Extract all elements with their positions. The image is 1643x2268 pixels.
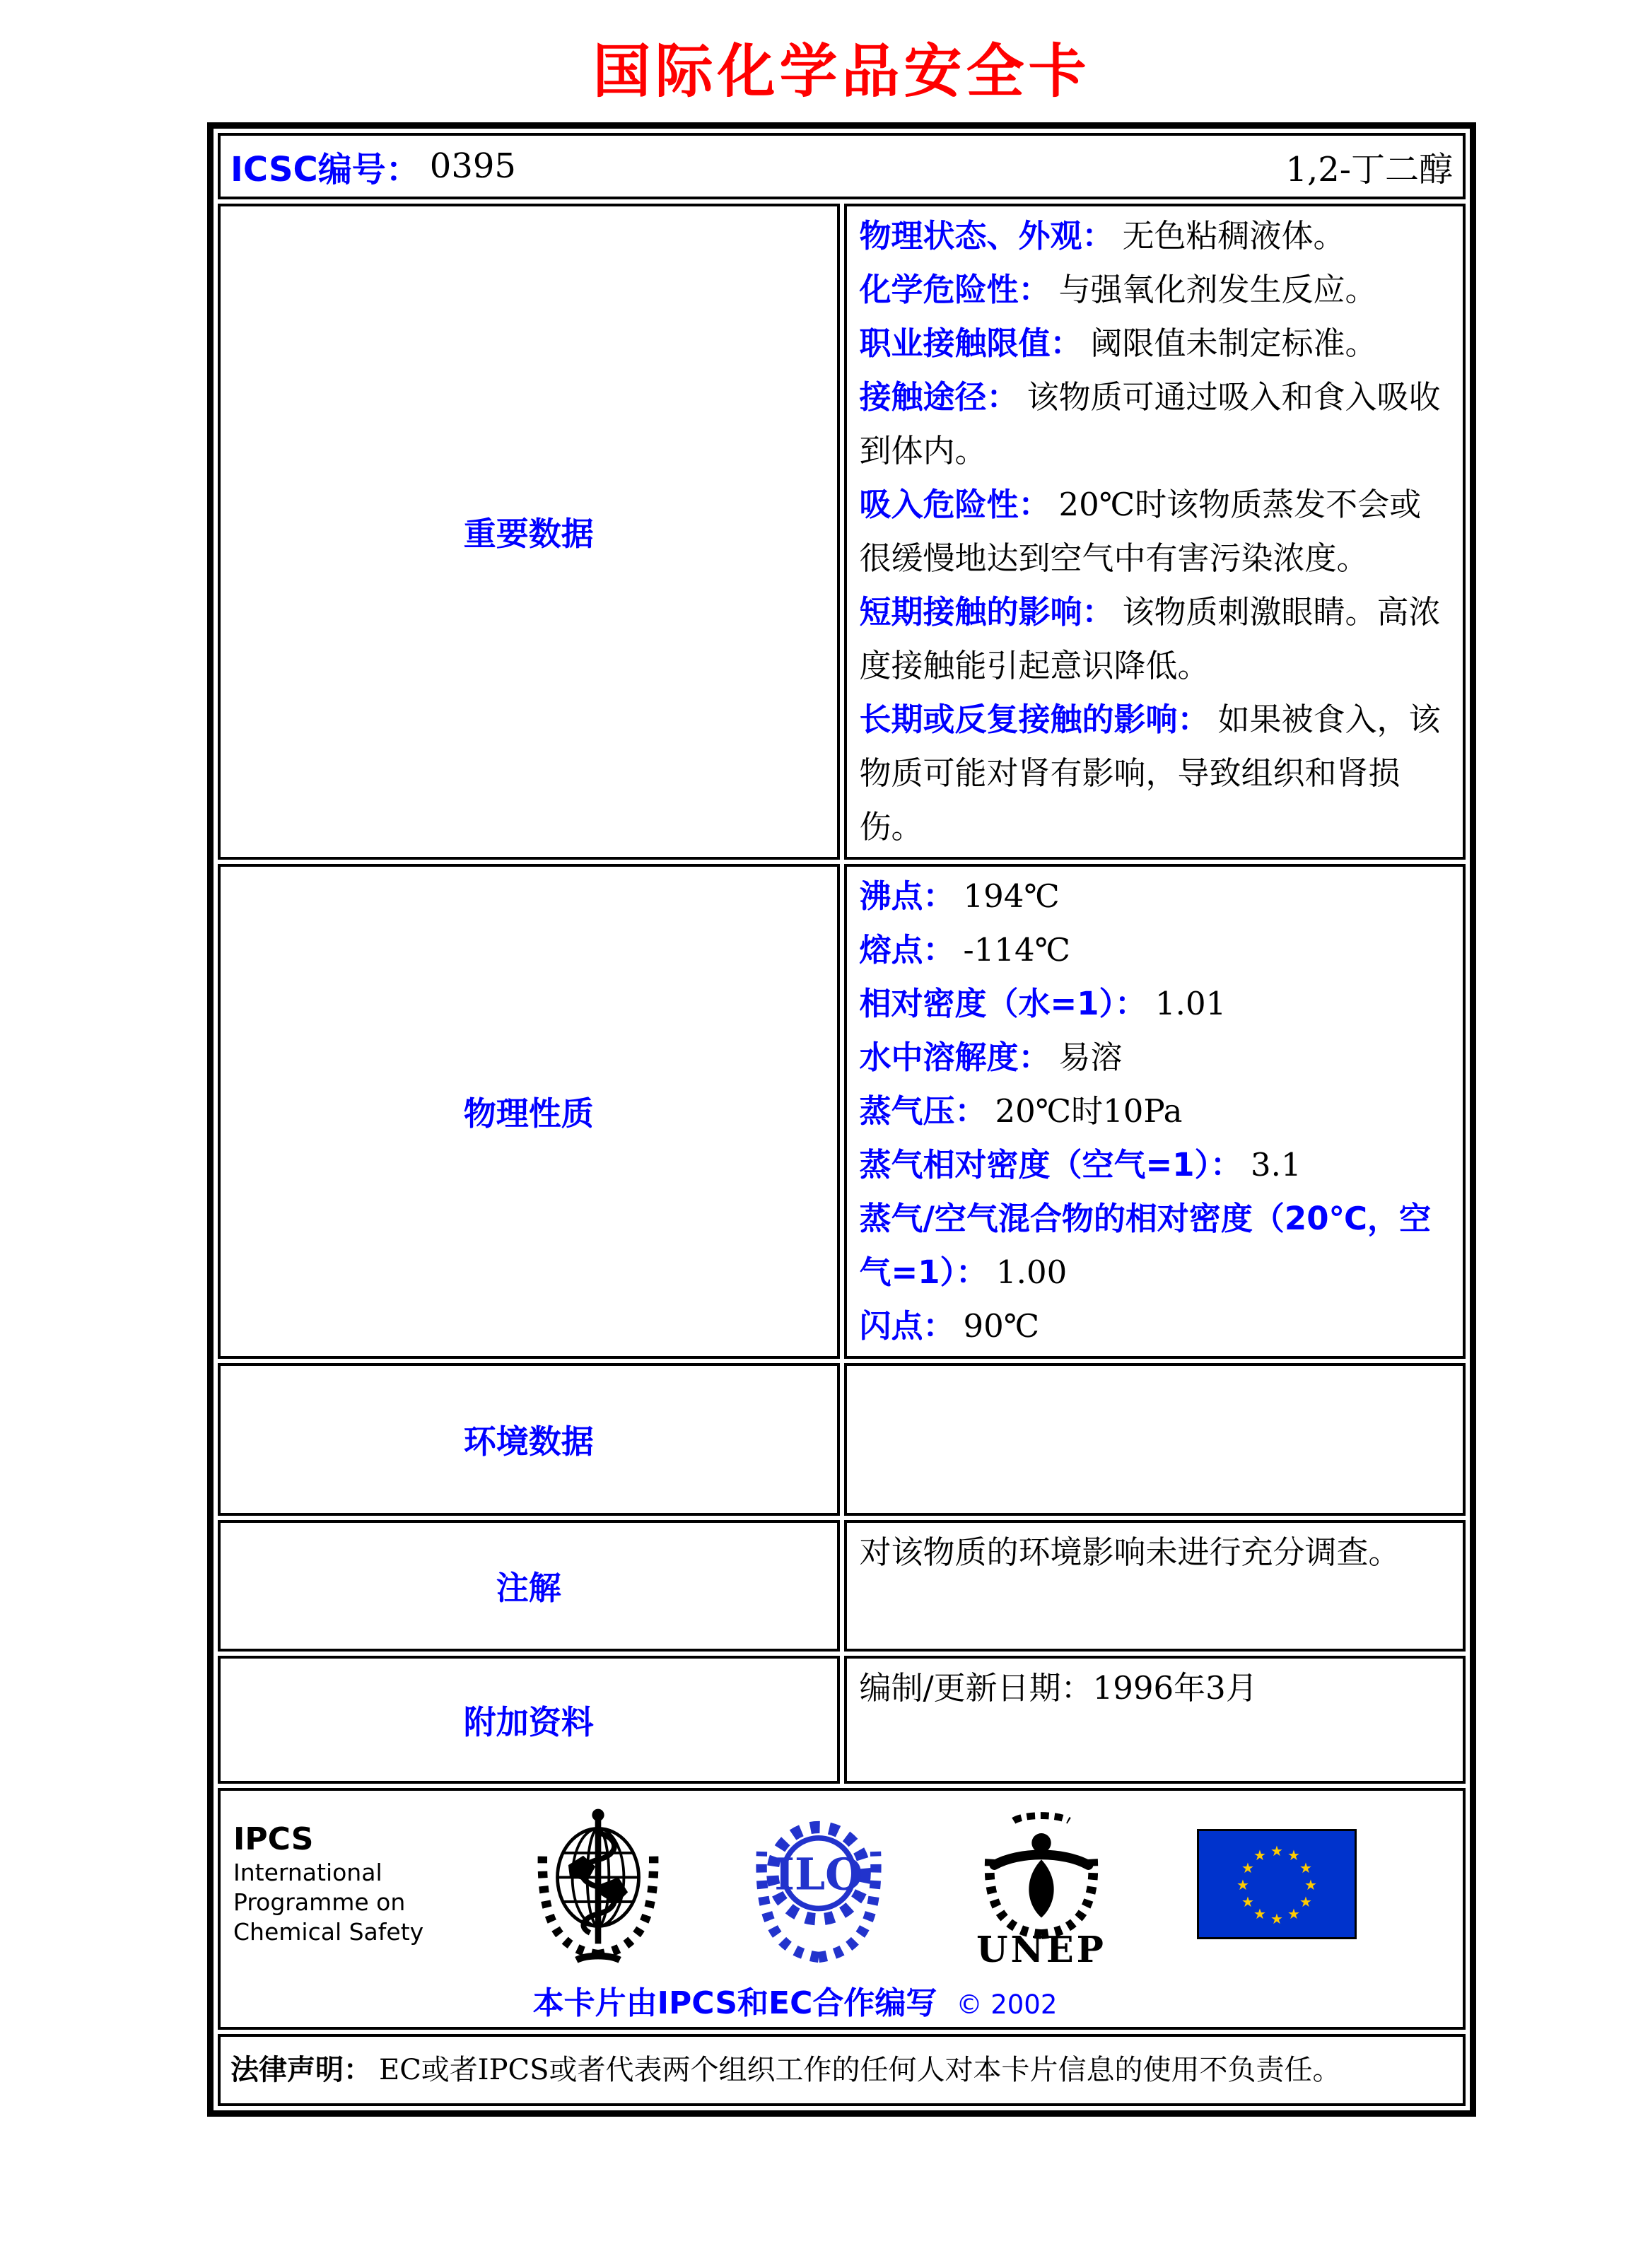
item-text: 阈限值未制定标准。: [1090, 325, 1377, 362]
data-item: [860, 923, 1451, 977]
section-label-additional: 附加资料: [218, 1656, 840, 1784]
item-text: -114℃: [963, 931, 1070, 969]
svg-text:★: ★: [1241, 1893, 1254, 1910]
cooperation-caption: [233, 1977, 1357, 2023]
svg-text:★: ★: [1299, 1893, 1312, 1910]
item-label: 吸入危险性：: [859, 486, 1051, 523]
legal-text: EC或者IPCS或者代表两个组织工作的任何人对本卡片信息的使用不负责任。: [379, 2054, 1341, 2086]
item-text: 20℃时10Pa: [995, 1092, 1183, 1130]
section-content-physical: [844, 864, 1466, 1359]
item-label: 蒸气相对密度（空气=1）：: [859, 1146, 1243, 1183]
svg-text:★: ★: [1299, 1859, 1312, 1876]
data-item: [860, 1138, 1451, 1192]
copyright-text: © 2002: [956, 1989, 1058, 2020]
item-label: 水中溶解度：: [859, 1039, 1051, 1076]
data-item: [860, 977, 1451, 1031]
section-content-environment: [844, 1363, 1466, 1516]
page-title: 国际化学品安全卡: [592, 38, 1091, 105]
ilo-logo-icon: [751, 1803, 887, 1965]
item-label: 相对密度（水=1）：: [859, 985, 1147, 1022]
item-text: 1.00: [996, 1253, 1068, 1291]
svg-text:★: ★: [1270, 1910, 1283, 1927]
item-label: 闪点：: [859, 1307, 955, 1345]
legal-label: 法律声明：: [230, 2054, 372, 2086]
additional-info-row: [218, 1656, 1466, 1784]
item-text: 如果被食入，该物质可能对肾有影响，导致组织和肾损伤。: [859, 701, 1441, 846]
item-text: 20℃时该物质蒸发不会或很缓慢地达到空气中有害污染浓度。: [859, 486, 1422, 577]
item-text: 易溶: [1058, 1039, 1123, 1076]
unep-logo-icon: [971, 1801, 1112, 1968]
eu-flag-icon: [1197, 1829, 1357, 1939]
data-item: [860, 209, 1451, 263]
data-item: [860, 1192, 1451, 1299]
unep-letters: UNEP: [976, 1928, 1107, 1968]
section-label-physical: 物理性质: [218, 864, 840, 1359]
ilo-letters: ILO: [773, 1849, 863, 1900]
data-item: [860, 693, 1451, 854]
svg-text:★: ★: [1304, 1876, 1317, 1893]
chemical-name: 1,2-丁二醇: [1285, 149, 1453, 189]
item-text: 90℃: [963, 1307, 1040, 1345]
icsc-number-label: ICSC编号：: [230, 149, 420, 189]
section-content-important: [844, 204, 1466, 860]
data-item: [860, 585, 1451, 693]
svg-text:★: ★: [1253, 1847, 1266, 1864]
icsc-number-value: 0395: [429, 146, 516, 186]
who-logo-icon: [530, 1803, 666, 1965]
icsc-card-table: [207, 122, 1476, 2117]
logo-strip: [233, 1801, 1357, 1968]
item-label: 接触途径：: [859, 378, 1019, 416]
item-label: 沸点：: [859, 877, 955, 915]
section-label-environment: 环境数据: [218, 1363, 840, 1516]
data-item: [860, 317, 1451, 370]
logos-row: [218, 1788, 1466, 2030]
item-text: 194℃: [963, 877, 1060, 915]
physical-properties-row: [218, 864, 1466, 1359]
section-content-additional: [844, 1656, 1466, 1784]
item-text: 与强氧化剂发生反应。: [1058, 271, 1377, 308]
item-text: 1.01: [1155, 985, 1227, 1022]
notes-row: [218, 1520, 1466, 1652]
section-label-notes: 注解: [218, 1520, 840, 1652]
svg-text:★: ★: [1253, 1905, 1266, 1922]
item-text: 编制/更新日期：1996年3月: [859, 1669, 1258, 1707]
section-content-notes: [844, 1520, 1466, 1652]
data-item: [860, 370, 1451, 478]
item-label: 熔点：: [859, 931, 955, 969]
svg-text:★: ★: [1241, 1859, 1254, 1876]
important-data-row: [218, 204, 1466, 860]
item-label: 蒸气/空气混合物的相对密度（20℃，空气=1）：: [859, 1200, 1432, 1291]
svg-text:★: ★: [1270, 1842, 1283, 1859]
item-text: 该物质刺激眼睛。高浓度接触能引起意识降低。: [859, 593, 1441, 684]
environmental-data-row: [218, 1363, 1466, 1516]
item-text: 对该物质的环境影响未进行充分调查。: [859, 1533, 1401, 1571]
section-label-important: 重要数据: [218, 204, 840, 860]
data-item: [860, 263, 1451, 317]
item-label: 短期接触的影响：: [859, 593, 1114, 631]
data-item: [860, 870, 1451, 923]
header-row: [218, 133, 1466, 199]
data-item: [860, 1031, 1451, 1085]
legal-row: [218, 2034, 1466, 2106]
svg-text:★: ★: [1287, 1905, 1300, 1922]
data-item: [860, 478, 1451, 585]
item-label: 化学危险性：: [859, 271, 1051, 308]
caption-text: 本卡片由IPCS和EC合作编写: [532, 1985, 937, 2021]
data-item: [860, 1085, 1451, 1138]
data-item: [860, 1299, 1451, 1353]
ipcs-wordmark: IPCS International Programme on Chemical Safety: [233, 1821, 445, 1947]
svg-text:★: ★: [1236, 1876, 1249, 1893]
item-label: 蒸气压：: [859, 1092, 987, 1130]
item-text: 该物质可通过吸入和食入吸收到体内。: [859, 378, 1441, 469]
item-label: 职业接触限值：: [859, 325, 1082, 362]
svg-text:★: ★: [1287, 1847, 1300, 1864]
item-text: 3.1: [1251, 1146, 1302, 1183]
ipcs-acronym: IPCS: [233, 1821, 314, 1857]
item-label: 物理状态、外观：: [859, 217, 1114, 255]
item-label: 长期或反复接触的影响：: [859, 701, 1210, 738]
icsc-header-bar: [230, 142, 1453, 191]
item-text: 无色粘稠液体。: [1122, 217, 1345, 255]
